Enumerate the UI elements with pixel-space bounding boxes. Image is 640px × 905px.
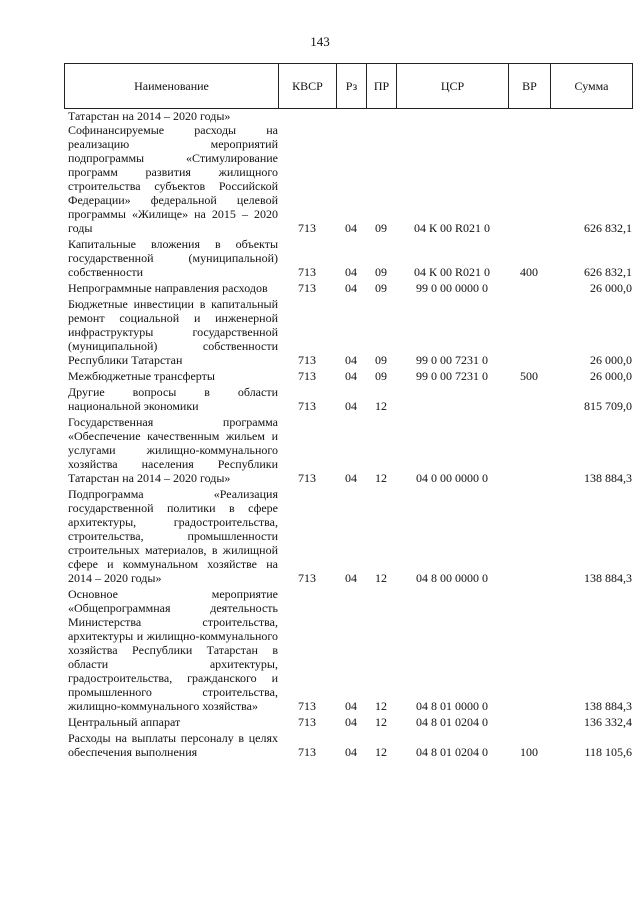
table-row	[64, 297, 632, 367]
cell-csr: 99 0 00 7231 0	[416, 353, 488, 367]
header-rz: Рз	[337, 64, 367, 109]
cell-kvsr: 713	[298, 471, 316, 485]
table-row	[64, 731, 632, 759]
header-pr: ПР	[367, 64, 397, 109]
header-vr: ВР	[509, 64, 551, 109]
cell-kvsr: 713	[298, 571, 316, 585]
cell-csr: 04 8 01 0204 0	[416, 715, 488, 729]
cell-sum: 118 105,6	[584, 745, 632, 759]
cell-vr: 400	[520, 265, 538, 279]
cell-kvsr: 713	[298, 369, 316, 383]
cell-sum: 26 000,0	[590, 353, 632, 367]
cell-kvsr: 713	[298, 399, 316, 413]
cell-name: Государственная программа «Обеспечение качественным жильем и услугами жилищно-коммунального хозяйства населения Республики Татарстан на 2014 – 2020 годы»	[68, 415, 278, 485]
cell-csr: 04 8 00 0000 0	[416, 571, 488, 585]
cell-csr: 99 0 00 7231 0	[416, 369, 488, 383]
cell-kvsr: 713	[298, 281, 316, 295]
cell-kvsr: 713	[298, 353, 316, 367]
cell-pr: 09	[375, 353, 387, 367]
cell-pr: 09	[375, 265, 387, 279]
cell-name: Центральный аппарат	[68, 715, 181, 729]
cell-rz: 04	[345, 715, 357, 729]
cell-sum: 136 332,4	[584, 715, 632, 729]
cell-sum: 26 000,0	[590, 281, 632, 295]
cell-vr: 100	[520, 745, 538, 759]
header-name: Наименование	[65, 64, 279, 109]
cell-name: Другие вопросы в области национальной экономики	[68, 385, 278, 413]
cell-rz: 04	[345, 571, 357, 585]
table-row	[64, 415, 632, 485]
table-row	[64, 237, 632, 279]
cell-name: Софинансируемые расходы на реализацию мероприятий подпрограммы «Стимулирование программ развития жилищного строительства субъектов Российской Федерации» федеральной целевой программы «Жилище» на 2015 – 2020 годы	[68, 123, 278, 235]
header-kvsr: КВСР	[279, 64, 337, 109]
table-row	[64, 385, 632, 413]
cell-name: Основное мероприятие «Общепрограммная деятельность Министерства строительства, архитектуры и жилищно-коммунального хозяйства Республики Татарстан в области архитектуры, градостроительства, гражданского и промышленного строительства, жилищно-коммунального хозяйства»	[68, 587, 278, 713]
cell-kvsr: 713	[298, 699, 316, 713]
cell-csr: 04 8 01 0000 0	[416, 699, 488, 713]
cell-pr: 12	[375, 715, 387, 729]
cell-name: Подпрограмма «Реализация государственной политики в сфере архитектуры, градостроительства, строительства, промышленности строительных материалов, в жилищной сфере и коммунальном хозяйстве на 2014 – 2020 годы»	[68, 487, 278, 585]
table-row	[64, 715, 632, 729]
cell-pr: 12	[375, 745, 387, 759]
cell-rz: 04	[345, 745, 357, 759]
cell-rz: 04	[345, 265, 357, 279]
cell-pr: 12	[375, 571, 387, 585]
cell-csr: 99 0 00 0000 0	[416, 281, 488, 295]
cell-sum: 138 884,3	[584, 571, 632, 585]
cell-rz: 04	[345, 471, 357, 485]
cell-pr: 12	[375, 699, 387, 713]
cell-kvsr: 713	[298, 715, 316, 729]
page-number: 143	[310, 34, 330, 49]
table-body	[64, 109, 632, 761]
cell-csr: 04 8 01 0204 0	[416, 745, 488, 759]
cell-pr: 12	[375, 399, 387, 413]
cell-pr: 09	[375, 369, 387, 383]
cell-pr: 09	[375, 281, 387, 295]
table-row	[64, 587, 632, 713]
cell-kvsr: 713	[298, 265, 316, 279]
cell-name: Расходы на выплаты персоналу в целях обеспечения выполнения	[68, 731, 278, 759]
header-sum: Сумма	[551, 64, 633, 109]
cell-rz: 04	[345, 281, 357, 295]
cell-vr: 500	[520, 369, 538, 383]
cell-pr: 09	[375, 221, 387, 235]
cell-rz: 04	[345, 399, 357, 413]
cell-rz: 04	[345, 221, 357, 235]
table-row	[64, 369, 632, 383]
table-row	[64, 281, 632, 295]
cell-sum: 626 832,1	[584, 265, 632, 279]
cell-kvsr: 713	[298, 221, 316, 235]
cell-sum: 138 884,3	[584, 471, 632, 485]
cell-name: Межбюджетные трансферты	[68, 369, 215, 383]
cell-csr: 04 К 00 R021 0	[413, 221, 490, 235]
cell-csr: 04 К 00 R021 0	[413, 265, 490, 279]
cell-sum: 138 884,3	[584, 699, 632, 713]
cell-sum: 626 832,1	[584, 221, 632, 235]
table-row	[64, 487, 632, 585]
cell-rz: 04	[345, 369, 357, 383]
header-csr: ЦСР	[397, 64, 509, 109]
cell-sum: 815 709,0	[584, 399, 632, 413]
cell-name: Непрограммные направления расходов	[68, 281, 268, 295]
cell-csr: 04 0 00 0000 0	[416, 471, 488, 485]
cell-name: Бюджетные инвестиции в капитальный ремонт социальной и инженерной инфраструктуры государственной (муниципальной) собственности Республики Татарстан	[68, 297, 278, 367]
cell-pr: 12	[375, 471, 387, 485]
table-header	[64, 63, 633, 109]
table-row	[64, 123, 632, 235]
cell-rz: 04	[345, 353, 357, 367]
continuation-line: Татарстан на 2014 – 2020 годы»	[68, 109, 231, 123]
cell-kvsr: 713	[298, 745, 316, 759]
cell-name: Капитальные вложения в объекты государственной (муниципальной) собственности	[68, 237, 278, 279]
cell-sum: 26 000,0	[590, 369, 632, 383]
cell-rz: 04	[345, 699, 357, 713]
